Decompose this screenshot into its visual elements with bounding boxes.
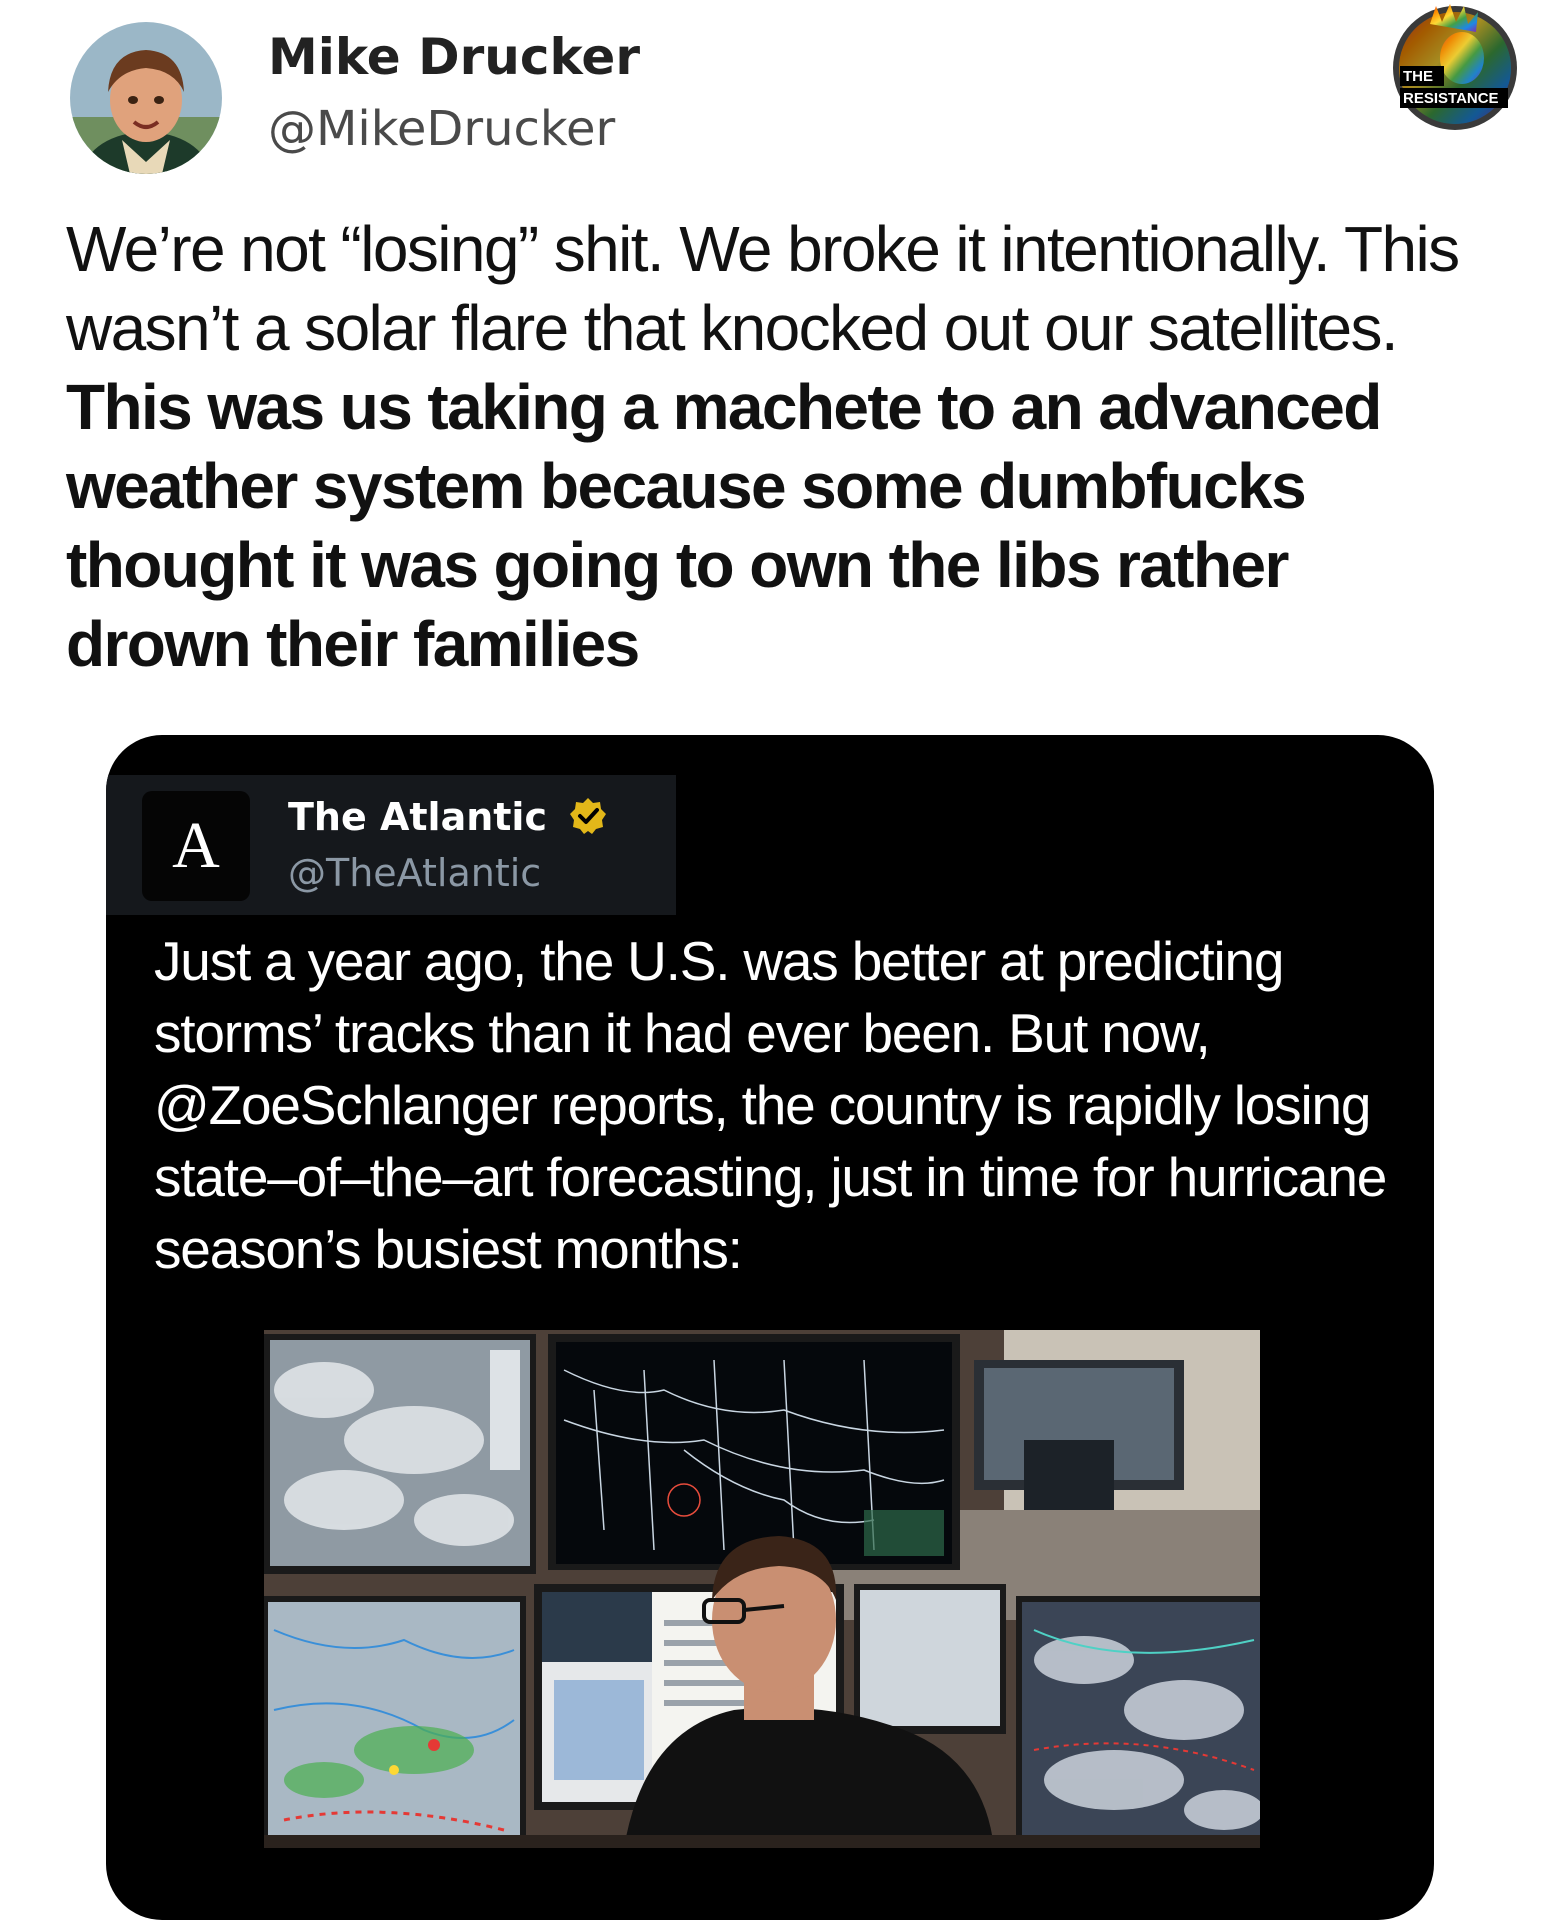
- quoted-author-name[interactable]: [288, 791, 608, 843]
- forecaster-photo-image: [264, 1330, 1260, 1848]
- quoted-author-handle[interactable]: @TheAtlantic: [288, 851, 542, 895]
- badge-line2: RESISTANCE: [1403, 90, 1499, 107]
- author-handle[interactable]: @MikeDrucker: [268, 101, 616, 157]
- quoted-header: [106, 775, 676, 915]
- avatar[interactable]: [70, 22, 222, 174]
- atlantic-logo-icon[interactable]: A: [142, 791, 250, 901]
- quoted-text: Just a year ago, the U.S. was better at predicting storms’ tracks than it had ever been. But now, @ZoeSchlanger reports, the country is rapidly losing state–of–the–art forecasting, just in time for hurricane season’s busiest months:: [154, 930, 1387, 1280]
- tweet-text-plain: We’re not “losing” shit. We broke it intentionally. This wasn’t a solar flare that knocked out our satellites.: [66, 213, 1459, 364]
- forecaster-photo[interactable]: [264, 1330, 1260, 1848]
- tweet-text-bold: This was us taking a machete to an advanced weather system because some dumbfucks thought it was going to own the libs rather drown their families: [66, 371, 1381, 680]
- avatar-photo: [70, 22, 222, 174]
- verified-badge-icon: [568, 796, 608, 836]
- resistance-badge-icon: [1380, 2, 1530, 134]
- tweet-text: [66, 210, 1486, 684]
- quoted-tweet-card[interactable]: [106, 735, 1434, 1920]
- author-name[interactable]: Mike Drucker: [268, 28, 640, 86]
- quoted-author-name-text: The Atlantic: [288, 795, 547, 839]
- badge-line1: THE: [1403, 68, 1433, 85]
